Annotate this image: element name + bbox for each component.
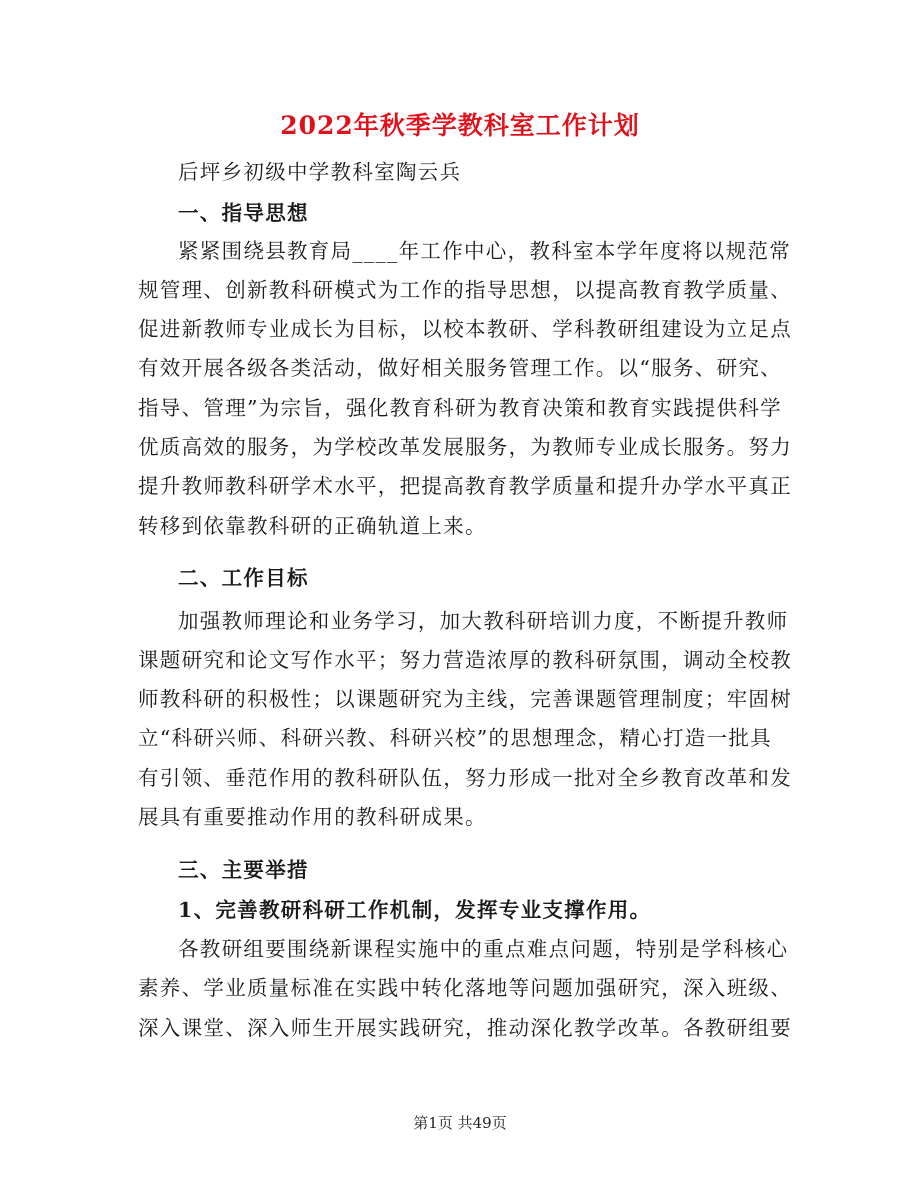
paragraph-line: 师教科研的积极性；以课题研究为主线，完善课题管理制度；牢固树 bbox=[138, 687, 792, 711]
paragraph-line: 指导、管理”为宗旨，强化教育科研为教育决策和教育实践提供科学 bbox=[138, 396, 782, 420]
paragraph-line: 优质高效的服务，为学校改革发展服务，为教师专业成长服务。努力 bbox=[138, 435, 792, 459]
paragraph-line: 展具有重要推动作用的教科研成果。 bbox=[138, 805, 487, 829]
paragraph-line: 深入课堂、深入师生开展实践研究，推动深化教学改革。各教研组要 bbox=[138, 1016, 792, 1040]
subsection-heading-1: 1、完善教研科研工作机制，发挥专业支撑作用。 bbox=[178, 898, 652, 922]
paragraph-line: 促进新教师专业成长为目标，以校本教研、学科教研组建设为立足点 bbox=[138, 317, 792, 341]
page-number: 第1页 共49页 bbox=[413, 1114, 507, 1132]
author-line: 后坪乡初级中学教科室陶云兵 bbox=[178, 160, 462, 184]
document-title: 2022年秋季学教科室工作计划 bbox=[280, 111, 640, 140]
paragraph-line: 加强教师理论和业务学习，加大教科研培训力度，不断提升教师 bbox=[178, 609, 789, 633]
paragraph-line: 各教研组要围绕新课程实施中的重点难点问题，特别是学科核心 bbox=[178, 937, 789, 961]
paragraph-line: 紧紧围绕县教育局____年工作中心，教科室本学年度将以规范常 bbox=[178, 239, 791, 263]
paragraph-line: 课题研究和论文写作水平；努力营造浓厚的教科研氛围，调动全校教 bbox=[138, 648, 792, 672]
paragraph-line: 提升教师教科研学术水平，把提高教育教学质量和提升办学水平真正 bbox=[138, 474, 792, 498]
paragraph-line: 有引领、垂范作用的教科研队伍，努力形成一批对全乡教育改革和发 bbox=[138, 766, 792, 790]
paragraph-line: 规管理、创新教科研模式为工作的指导思想，以提高教育教学质量、 bbox=[138, 278, 792, 302]
section-heading-guiding-ideology: 一、指导思想 bbox=[178, 201, 309, 225]
paragraph-line: 有效开展各级各类活动，做好相关服务管理工作。以“服务、研究、 bbox=[138, 356, 782, 380]
paragraph-line: 素养、学业质量标准在实践中转化落地等问题加强研究，深入班级、 bbox=[138, 976, 792, 1000]
section-heading-main-measures: 三、主要举措 bbox=[178, 858, 309, 882]
section-heading-work-goals: 二、工作目标 bbox=[178, 566, 309, 590]
paragraph-line: 立“科研兴师、科研兴教、科研兴校”的思想理念，精心打造一批具 bbox=[138, 726, 772, 750]
paragraph-line: 转移到依靠教科研的正确轨道上来。 bbox=[138, 514, 487, 538]
